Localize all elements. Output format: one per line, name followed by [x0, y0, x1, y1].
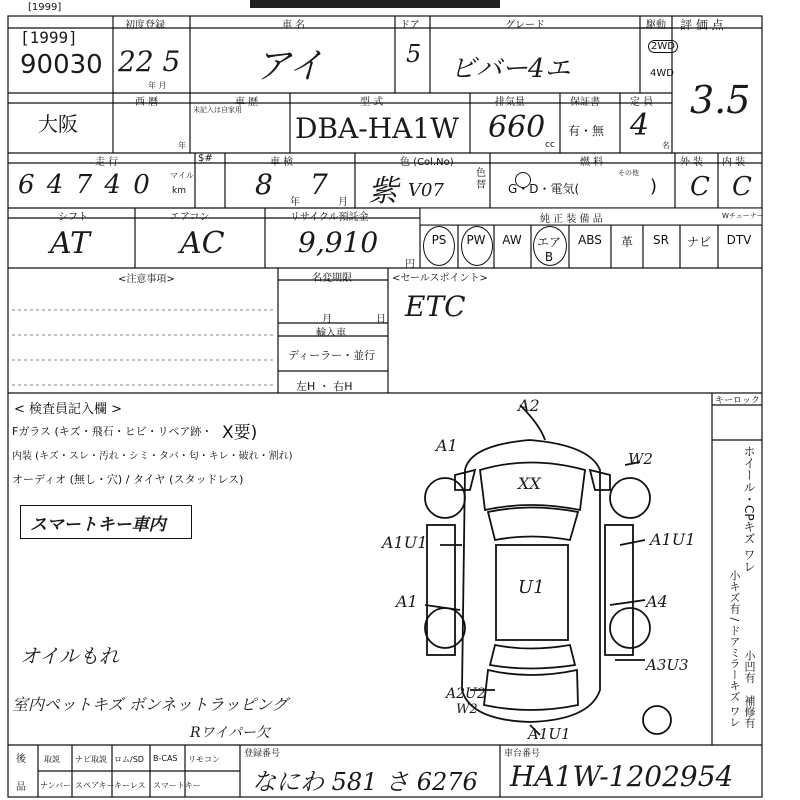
score-label: 評 価 点 — [680, 18, 724, 32]
grade-label: グレード — [505, 20, 545, 31]
interior-label: 内 装 — [722, 157, 746, 168]
warranty-label: 保証書 — [570, 97, 600, 108]
first-reg-label: 初度登録 — [125, 20, 165, 31]
model-value: DBA-HA1W — [295, 112, 459, 145]
mileage-unit-km: km — [172, 186, 186, 196]
first-reg-value: 22 5 — [118, 45, 181, 78]
history-label: 車 歴 — [235, 97, 259, 108]
equip-dtv: DTV — [726, 233, 752, 247]
mileage-unit-mile: マイル — [170, 171, 194, 180]
displacement-value: 660 — [488, 110, 546, 145]
diagram-label-a1u1-rear: A1U1 — [528, 725, 571, 743]
side-note-mirror: 小キズ有 / ドアミラーキズ ワレ — [728, 570, 741, 728]
side-note-dent: 小凹有 — [743, 650, 756, 683]
calendar-label: 西 暦 — [135, 97, 159, 108]
footer-item-rom: ロム/SD — [114, 755, 144, 764]
shaken-label: 車 検 — [270, 157, 294, 168]
color-change: 色替 — [476, 168, 486, 191]
recycle-unit: 円 — [405, 259, 415, 270]
diagram-label-a2: A2 — [518, 396, 540, 415]
footer-item-number: ナンバー — [40, 781, 72, 790]
note-oil-leak: オイルもれ — [20, 644, 119, 668]
year-code-boxed: [1999] — [20, 28, 78, 47]
drive-4wd: 4WD — [650, 68, 674, 79]
drive-label: 駆動 — [646, 20, 666, 31]
grade-value: ビバー4エ — [450, 54, 571, 84]
equip-aw: AW — [502, 233, 522, 247]
side-note-wheel: ホイール・CPキズ ワレ — [742, 445, 756, 573]
shift-label: シフト — [58, 212, 88, 223]
diagram-label-a3u3: A3U3 — [646, 656, 689, 674]
import-dealer: ディーラー・並行 — [288, 349, 376, 362]
exterior-value: C — [690, 172, 710, 202]
footer-item-smart-key: スマートキー — [153, 781, 201, 790]
equip-navi: ナビ — [686, 235, 711, 249]
equipment-label: 純 正 装 備 品 — [540, 214, 603, 225]
expiry-month: 月 — [322, 314, 332, 325]
shift-value: AT — [50, 226, 91, 261]
diagram-label-xx: XX — [518, 474, 541, 493]
score-value: 3.5 — [690, 78, 751, 122]
footer-after-label: 後 — [16, 754, 26, 765]
shaken-year: 8 — [255, 168, 273, 201]
door-label: ドア — [400, 20, 420, 31]
door-count: 5 — [406, 40, 422, 68]
footer-item-bcas: B-CAS — [153, 754, 178, 763]
footer-item-keyless: キーレス — [114, 781, 146, 790]
diagram-label-a1-left: A1 — [396, 592, 418, 611]
shaken-month-unit: 月 — [338, 197, 348, 208]
equip-leather: 革 — [620, 235, 633, 249]
car-name-label: 車 名 — [282, 20, 306, 31]
expiry-day: 日 — [376, 314, 386, 325]
color-code: V07 — [408, 180, 444, 201]
warranty-value: 有・無 — [568, 124, 605, 138]
note-wiper: Rワイパー欠 — [190, 725, 270, 741]
inspector-line-glass-mark: X要) — [222, 423, 258, 443]
diagram-label-w2-front: W2 — [628, 450, 653, 468]
fuel-gasoline-circle — [515, 172, 531, 188]
capacity-unit: 名 — [662, 141, 670, 150]
lot-number: 90030 — [20, 50, 103, 80]
expiry-label: 名変期限 — [312, 273, 352, 284]
note-interior-hood: 室内ペットキズ ボンネットラッピング — [12, 695, 288, 714]
interior-value: C — [732, 172, 752, 202]
region-label: 大阪 — [38, 112, 78, 136]
recycle-value: 9,910 — [298, 226, 379, 259]
capacity-label: 定 員 — [630, 97, 654, 108]
fuel-close: ) — [650, 176, 658, 197]
equip-airbag-circle — [533, 226, 567, 266]
inspector-line-interior: 内装 (キズ・スレ・汚れ・シミ・タバ・匂・キレ・破れ・割れ) — [12, 451, 293, 462]
mileage-value: 6 4 7 4 0 — [18, 170, 152, 200]
calendar-year-unit: 年 — [178, 141, 186, 150]
plate-value: なにわ 581 さ 6276 — [252, 768, 478, 796]
aircon-value: AC — [180, 226, 225, 261]
shaken-year-unit: 年 — [290, 197, 300, 208]
recycle-label: リサイクル預託金 — [290, 212, 369, 223]
inspector-title: < 検査員記入欄 > — [14, 402, 123, 417]
check-label: $# — [198, 153, 213, 164]
footer-item-manual: 取説 — [44, 755, 60, 764]
key-lock-label: キーロック — [715, 396, 760, 406]
aircon-label: エアコン — [170, 212, 210, 223]
equip-abs: ABS — [578, 233, 602, 247]
note-smart-key: スマートキー車内 — [30, 515, 166, 535]
fuel-value: G・D・電気( — [508, 182, 580, 196]
equip-airbag: エアB — [536, 235, 561, 264]
diagram-label-a1u1-left: A1U1 — [382, 533, 428, 552]
diagram-label-u1: U1 — [518, 577, 545, 598]
color-value: 紫 — [368, 174, 398, 209]
equip-ps: PS — [431, 233, 447, 247]
footer-item-navi-manual: ナビ取説 — [75, 755, 107, 764]
diagram-label-a1-front: A1 — [436, 436, 458, 455]
diagram-label-a4: A4 — [646, 592, 668, 611]
model-label: 型 式 — [360, 97, 384, 108]
equip-ps-circle — [423, 226, 455, 266]
displacement-unit: cc — [545, 140, 555, 150]
inspector-line-glass: Fガラス (キズ・飛石・ヒビ・リペア跡・ — [12, 425, 213, 438]
history-note: 未記入は自家用 — [193, 106, 242, 114]
drive-2wd-circled: 2WD — [648, 40, 678, 53]
color-label: 色 (Col.No) — [400, 157, 454, 168]
chassis-label: 車台番号 — [504, 749, 541, 759]
import-label: 輸入車 — [316, 328, 346, 339]
footer-item-remote: リモコン — [188, 755, 220, 764]
first-reg-unit: 年 月 — [148, 81, 167, 90]
footer-item-label: 品 — [16, 782, 26, 793]
inspector-line-audio: オーディオ (無し・穴) / タイヤ (スタッドレス) — [12, 473, 244, 486]
caution-label: <注意事項> — [118, 274, 175, 285]
car-name: アイ — [255, 46, 324, 87]
fuel-label: 燃 料 — [580, 157, 604, 168]
equip-sunroof: SR — [653, 233, 669, 247]
exterior-label: 外 装 — [680, 157, 704, 168]
sales-point-label: <セールスポイント> — [392, 273, 488, 284]
capacity-value: 4 — [630, 108, 650, 143]
displacement-label: 排気量 — [495, 97, 525, 108]
sales-point-value: ETC — [405, 290, 466, 323]
diagram-label-a1u1-right: A1U1 — [650, 530, 696, 549]
mileage-label: 走 行 — [95, 157, 119, 168]
equip-pw: PW — [466, 233, 486, 247]
plate-label: 登録番号 — [244, 749, 281, 759]
fuel-other: その他 — [618, 169, 639, 177]
import-handle: 左H ・ 右H — [296, 380, 353, 393]
tuner-label: Wチューナー — [722, 212, 764, 220]
footer-item-spare-key: スペアキー — [75, 781, 115, 790]
equip-pw-circle — [461, 226, 493, 266]
diagram-label-w2-rear: W2 — [456, 702, 478, 717]
diagram-label-a2u2: A2U2 — [446, 686, 486, 702]
side-note-repair: 補修有 — [743, 695, 756, 728]
chassis-value: HA1W-1202954 — [510, 760, 734, 793]
year-code: [1999] — [28, 2, 62, 13]
shaken-month: 7 — [310, 168, 328, 201]
